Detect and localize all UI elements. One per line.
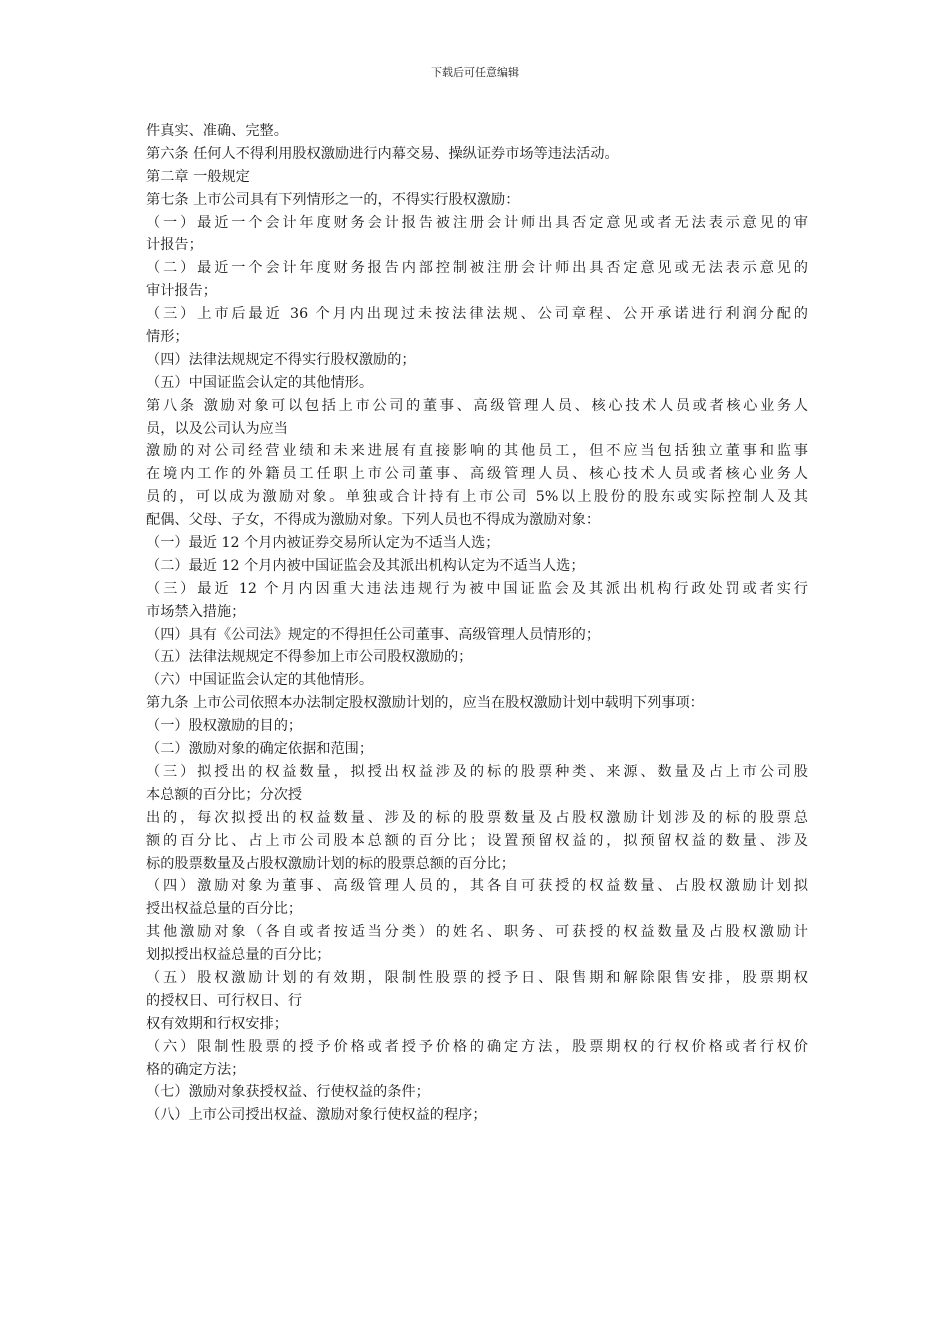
text-line: （三）最近 12 个月内因重大违法违规行为被中国证监会及其派出机构行政处罚或者实行 <box>146 580 808 597</box>
text-line: 第九条 上市公司依照本办法制定股权激励计划的，应当在股权激励计划中载明下列事项： <box>146 695 704 712</box>
text-line: 其他激励对象（各自或者按适当分类）的姓名、职务、可获授的权益数量及占股权激励计 <box>146 924 808 941</box>
text-line: 第六条 任何人不得利用股权激励进行内幕交易、操纵证券市场等违法活动。 <box>146 145 619 162</box>
text-line: 划拟授出权益总量的百分比； <box>146 947 331 964</box>
text-line: （一）最近一个会计年度财务会计报告被注册会计师出具否定意见或者无法表示意见的审 <box>146 214 808 231</box>
text-line: （三）上市后最近 36 个月内出现过未按法律法规、公司章程、公开承诺进行利润分配的 <box>146 306 808 323</box>
text-line: （一）最近 12 个月内被证券交易所认定为不适当人选； <box>146 535 500 552</box>
text-line: （二）最近一个会计年度财务报告内部控制被注册会计师出具否定意见或无法表示意见的 <box>146 260 808 277</box>
text-line: （四）法律法规规定不得实行股权激励的； <box>146 351 416 368</box>
text-line: 在境内工作的外籍员工任职上市公司董事、高级管理人员、核心技术人员或者核心业务人 <box>146 466 808 483</box>
text-line: （六）限制性股票的授予价格或者授予价格的确定方法，股票期权的行权价格或者行权价 <box>146 1038 808 1055</box>
text-line: 格的确定方法； <box>146 1061 246 1078</box>
text-line: （二）激励对象的确定依据和范围； <box>146 741 374 758</box>
text-line: 标的股票数量及占股权激励计划的标的股票总额的百分比； <box>146 855 515 872</box>
text-line: （五）中国证监会认定的其他情形。 <box>146 374 374 391</box>
text-line: 第七条 上市公司具有下列情形之一的，不得实行股权激励： <box>146 191 520 208</box>
text-line: （四）激励对象为董事、高级管理人员的，其各自可获授的权益数量、占股权激励计划拟 <box>146 878 808 895</box>
text-line: 员的，可以成为激励对象。单独或合计持有上市公司 5%以上股份的股东或实际控制人及其 <box>146 489 808 506</box>
text-line: （七）激励对象获授权益、行使权益的条件； <box>146 1084 430 1101</box>
text-line: 激励的对公司经营业绩和未来进展有直接影响的其他员工，但不应当包括独立董事和监事 <box>146 443 808 460</box>
text-line: （五）法律法规规定不得参加上市公司股权激励的； <box>146 649 473 666</box>
text-line: 员，以及公司认为应当 <box>146 420 288 437</box>
text-line: 出的，每次拟授出的权益数量、涉及的标的股票数量及占股权激励计划涉及的标的股票总 <box>146 809 808 826</box>
text-line: 计报告； <box>146 237 203 254</box>
text-line: 市场禁入措施； <box>146 603 246 620</box>
text-line: 情形； <box>146 329 189 346</box>
text-line: 配偶、父母、子女，不得成为激励对象。下列人员也不得成为激励对象： <box>146 512 601 529</box>
text-line: （四）具有《公司法》规定的不得担任公司董事、高级管理人员情形的； <box>146 626 601 643</box>
text-line: 权有效期和行权安排； <box>146 1015 288 1032</box>
text-line: （八）上市公司授出权益、激励对象行使权益的程序； <box>146 1107 487 1124</box>
text-line: （一）股权激励的目的； <box>146 718 303 735</box>
text-line: 审计报告； <box>146 283 217 300</box>
text-line: （三）拟授出的权益数量，拟授出权益涉及的标的股票种类、来源、数量及占上市公司股 <box>146 763 808 780</box>
text-line: （五）股权激励计划的有效期，限制性股票的授予日、限售期和解除限售安排，股票期权 <box>146 969 808 986</box>
document-body <box>146 120 808 1127</box>
text-line: （二）最近 12 个月内被中国证监会及其派出机构认定为不适当人选； <box>146 557 585 574</box>
text-line: 第八条 激励对象可以包括上市公司的董事、高级管理人员、核心技术人员或者核心业务人 <box>146 397 808 414</box>
text-line: 的授权日、可行权日、行 <box>146 992 303 1009</box>
text-line: 授出权益总量的百分比； <box>146 901 303 918</box>
page-header: 下载后可任意编辑 <box>431 66 519 79</box>
text-line: 第二章 一般规定 <box>146 168 250 185</box>
text-line: （六）中国证监会认定的其他情形。 <box>146 672 374 689</box>
text-line: 件真实、准确、完整。 <box>146 123 288 139</box>
text-line: 本总额的百分比；分次授 <box>146 786 303 803</box>
text-line: 额的百分比、占上市公司股本总额的百分比；设置预留权益的，拟预留权益的数量、涉及 <box>146 832 808 849</box>
